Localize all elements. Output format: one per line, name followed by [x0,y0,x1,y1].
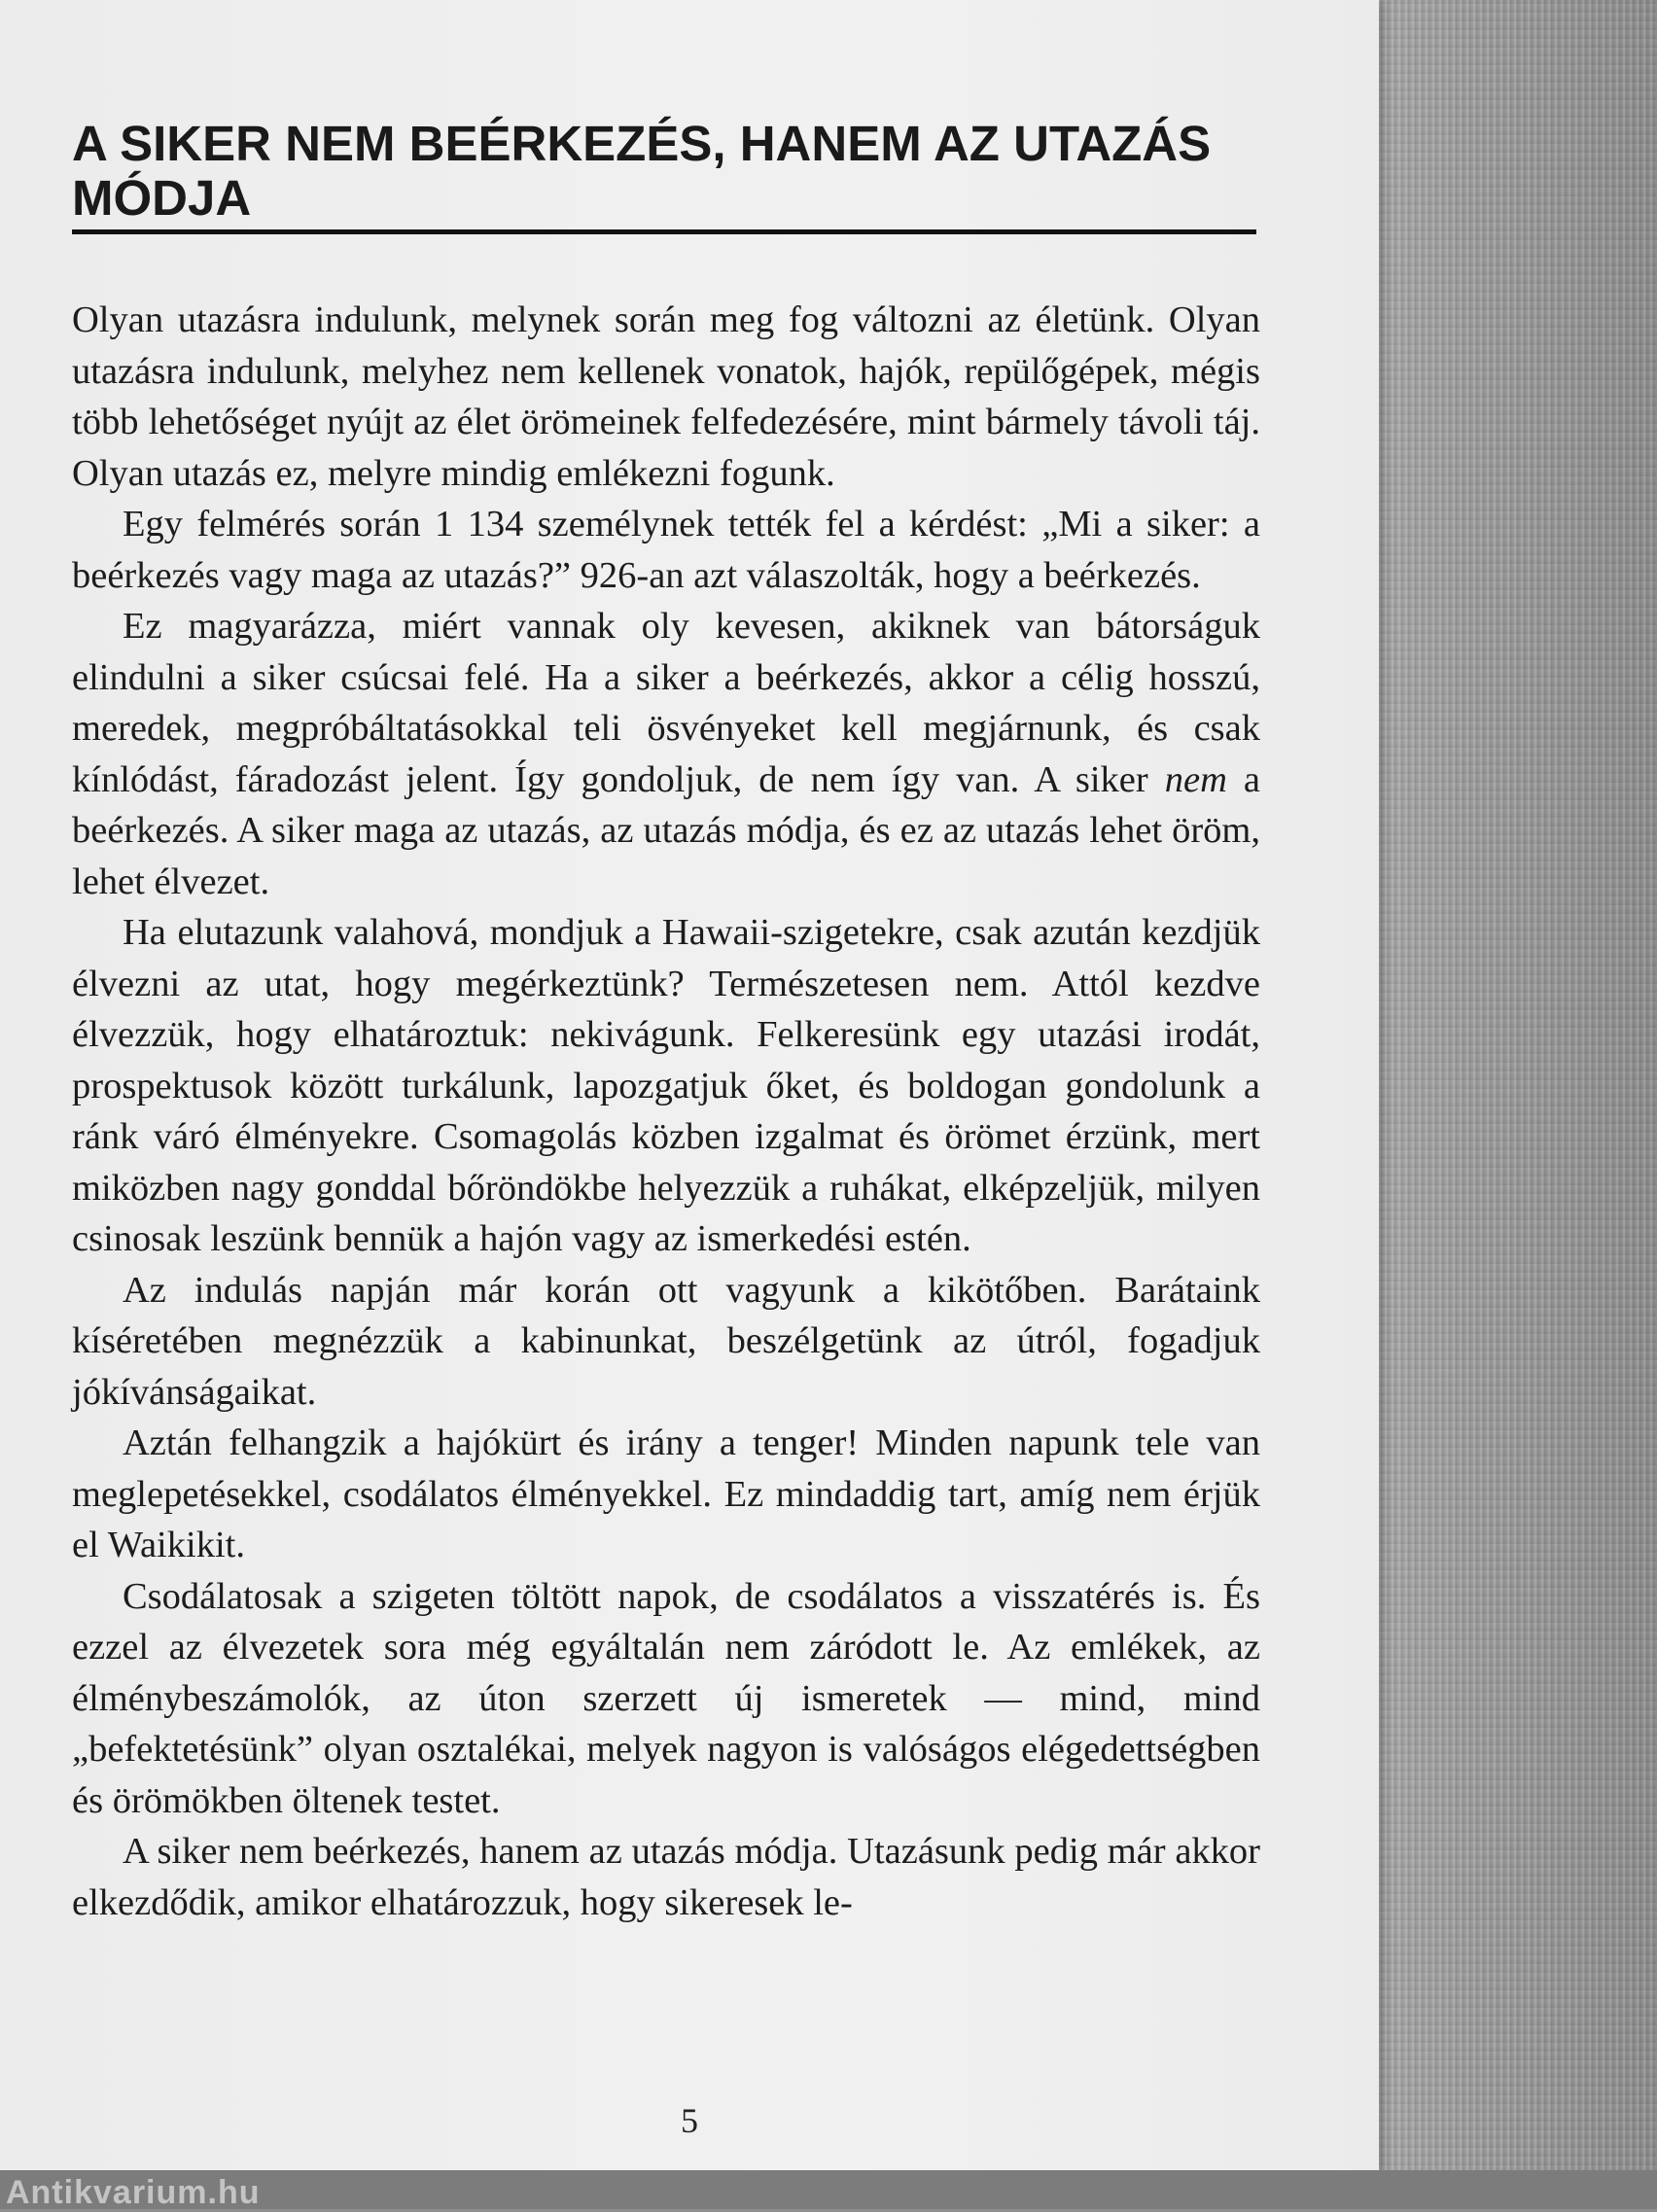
background-surface [1371,0,1657,2209]
page-content [72,117,1260,1928]
paragraph-3 [72,601,1260,907]
paragraph-8: A siker nem beérkezés, hanem az utazás módja. Utazásunk pedig már akkor elkezdődik, amikor elhatározzuk, hogy sikeresek le- [72,1831,1260,1923]
paragraph-3-part-2: a beérkezés. A siker maga az utazás, az utazás módja, és ez az utazás lehet öröm, lehet élvezet. [72,758,1260,902]
body-text [72,295,1260,1928]
paragraph-4: Ha elutazunk valahová, mondjuk a Hawaii-szigetekre, csak azután kezdjük élvezni az utat, hogy megérkeztünk? Természetesen nem. Attól kezdve élvezzük, hogy elhatároztuk: nekivágunk. Felkeresünk egy utazási irodát, prospektusok között turkálunk, lapozgatjuk őket, és boldogan gondolunk a ránk váró élményekre. Csomagolás közben izgalmat és örömet érzünk, mert miközben nagy gonddal bőröndökbe helyezzük a ruhákat, elképzeljük, milyen csinosak leszünk bennük a hajón vagy az ismerkedési estén. [72,912,1260,1259]
paragraph-2: Egy felmérés során 1 134 személynek tették fel a kérdést: „Mi a siker: a beérkezés vagy maga az utazás?” 926-an azt válaszolták, hogy a beérkezés. [72,504,1260,596]
paragraph-3-italic: nem [1164,758,1227,800]
page-number: 5 [681,2101,698,2140]
paragraph-1: Olyan utazásra indulunk, melynek során meg fog változni az életünk. Olyan utazásra indulunk, melyhez nem kellenek vonatok, hajók, repülőgépek, mégis több lehetőséget nyújt az élet örömeinek felfedezésére, mint bármely távoli táj. Olyan utazás ez, melyre mindig emlékezni fogunk. [72,299,1260,494]
paragraph-3-part-1: Ez magyarázza, miért vannak oly kevesen, akiknek van bátorságuk elindulni a siker csúcsai felé. Ha a siker a beérkezés, akkor a célig hosszú, meredek, megpróbáltatásokkal teli ösvényeket kell megjárnunk, és csak kínlódást, fáradozást jelent. Így gondoljuk, de nem így van. A siker [72,606,1260,800]
title-underline [72,229,1256,234]
paragraph-5: Az indulás napján már korán ott vagyunk a kikötőben. Barátaink kíséretében megnézzük a kabinunkat, beszélgetünk az útról, fogadjuk jókívánságaikat. [72,1269,1260,1413]
paragraph-6: Aztán felhangzik a hajókürt és irány a tenger! Minden napunk tele van meglepetésekkel, csodálatos élményekkel. Ez mindaddig tart, amíg nem érjük el Waikikit. [72,1422,1260,1565]
chapter-title: A SIKER NEM BEÉRKEZÉS, HANEM AZ UTAZÁS MÓDJA [72,116,1212,226]
paragraph-7: Csodálatosak a szigeten töltött napok, de csodálatos a visszatérés is. És ezzel az élvezetek sora még egyáltalán nem záródott le. Az emlékek, az élménybeszámolók, az úton szerzett új ismeretek — mind, mind „befektetésünk” olyan osztalékai, melyek nagyon is valóságos elégedettségben és örömökben öltenek testet. [72,1575,1260,1821]
watermark: Antikvarium.hu [6,2174,261,2211]
